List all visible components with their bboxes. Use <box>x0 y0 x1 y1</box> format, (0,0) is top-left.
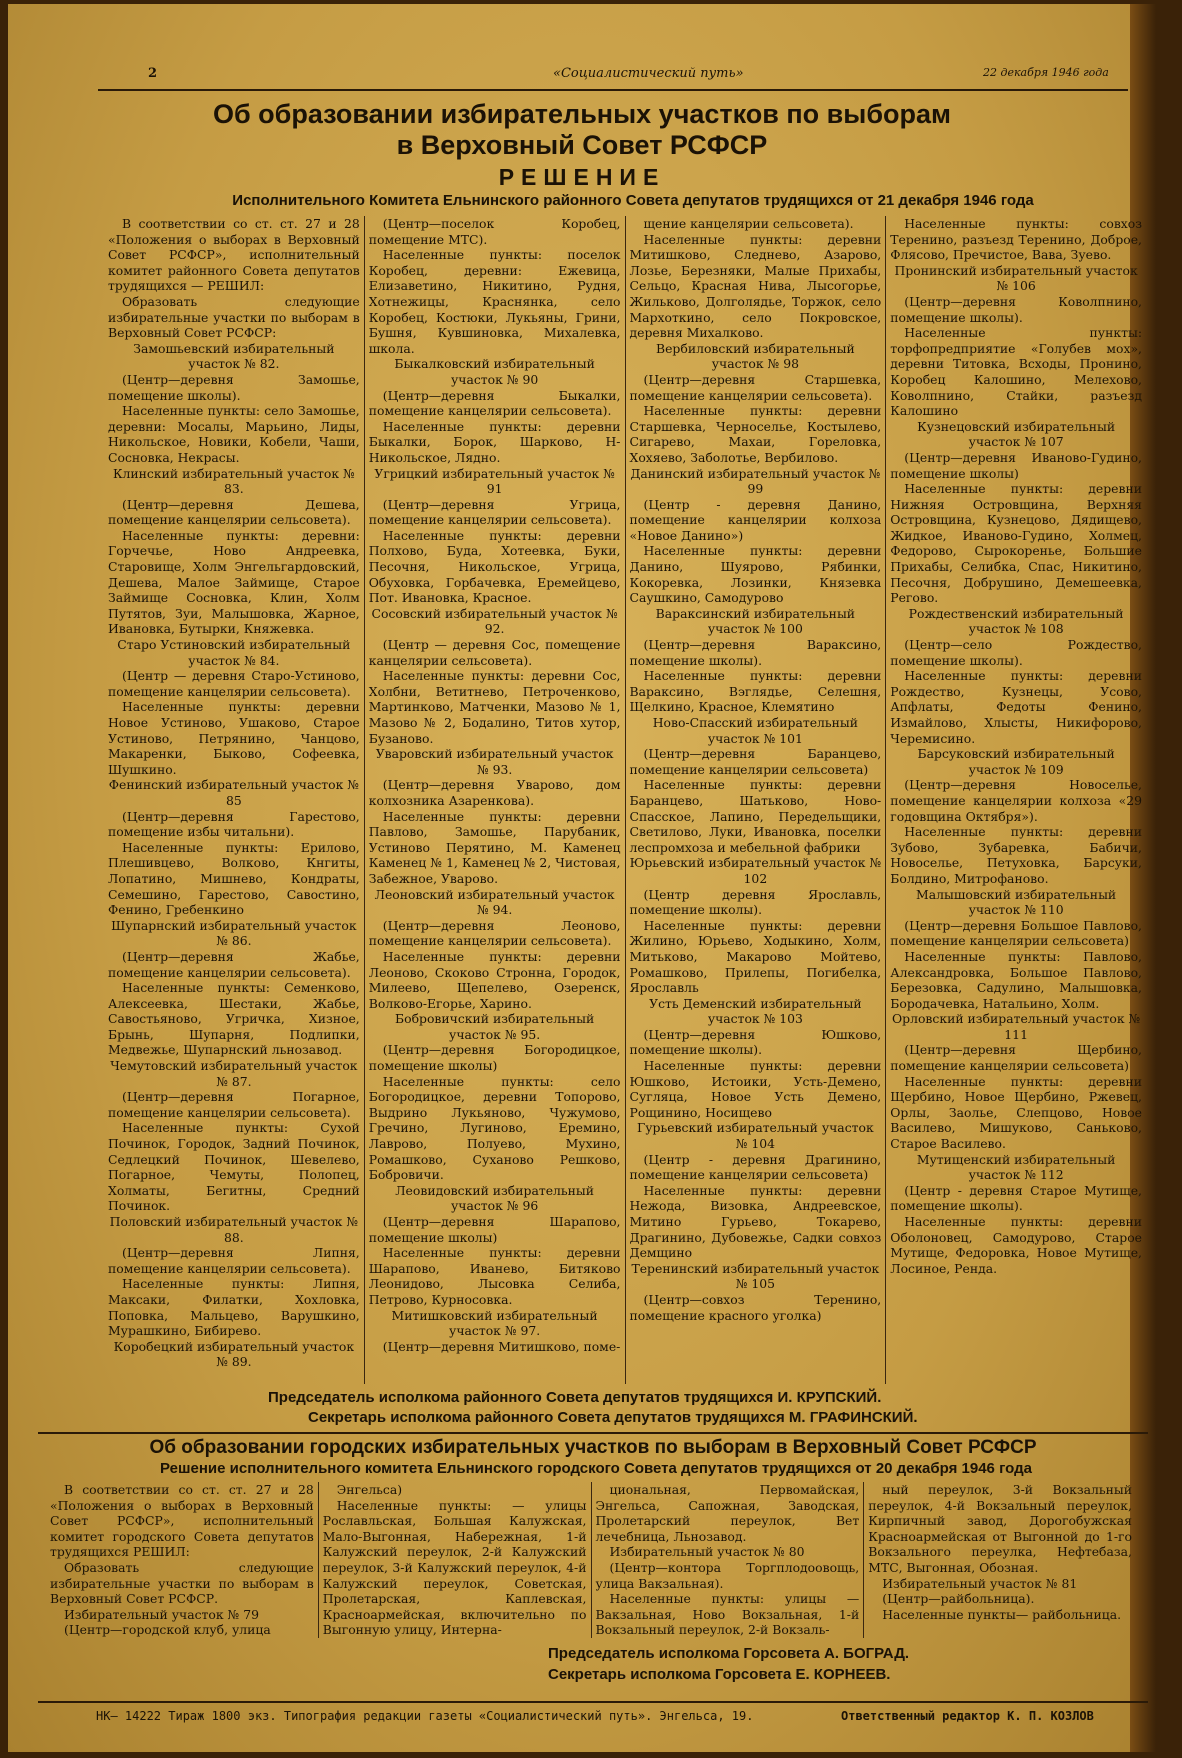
paragraph: (Центр—деревня Жабье, помещение канцелярии сельсовета). <box>108 948 360 980</box>
paragraph: Населенные пункты: деревни Рождество, Кузнецы, Усово, Апфлаты, Федоты Фенино, Измайлово, Хлысты, Никифорово, Черемисино. <box>890 668 1142 746</box>
precinct-heading: Бобровичский избирательный участок № 95. <box>395 1011 595 1042</box>
paragraph: Избирательный участок № 79 <box>64 1606 259 1622</box>
article1-column <box>885 216 1146 1384</box>
precinct-heading: Орловский избирательный участок № 111 <box>892 1011 1141 1042</box>
paragraph: Населенные пункты: село Богородицкое, деревни Топорово, Выдрино Лукьяново, Чужумово, Гречино, Лугиново, Еремино, Лаврово, Полуево, Мухино, Ромашково, Суханово Решково, Бобровичи. <box>368 1073 621 1183</box>
paragraph: Населенные пункты: деревни Старшевка, Черноселье, Костылево, Сигарево, Махаи, Гореловка, Хохяево, Заболотье, Вербилово. <box>629 403 882 465</box>
precinct-heading: Шупарнский избирательный участок № 86. <box>111 917 357 949</box>
paragraph: Населенные пункты: деревни Леоново, Скоково Стронна, Городок, Милеево, Щепелево, Озеренск, Волково-Егорье, Харино. <box>368 948 621 1011</box>
paragraph: (Центр—деревня Баранцево, помещение канцелярии сельсовета) <box>629 746 882 777</box>
newspaper-page <box>8 4 1156 1752</box>
precinct-heading: Малышовский избирательный участок № 110 <box>916 886 1117 918</box>
paragraph: (Центр—деревня Богородицкое, помещение школы) <box>368 1042 621 1074</box>
paragraph: (Центр—деревня Быкалки, помещение канцелярии сельсовета). <box>368 387 621 419</box>
issue-date: 22 декабря 1946 года <box>983 66 1109 79</box>
paragraph: Избирательный участок № 80 <box>609 1544 805 1560</box>
article1-title <box>8 99 1156 161</box>
imprint: НК— 14222 Тираж 1800 экз. Типография редакции газеты «Социалистический путь». Энгельса, 19. <box>96 1709 754 1723</box>
paragraph: Населенные пункты: деревни Вараксино, Вэглядье, Селешня, Щелкино, Красное, Клемятино <box>629 668 882 715</box>
precinct-heading: Данинский избирательный участок № 99 <box>630 465 881 497</box>
precinct-heading: Замошьевский избирательный участок № 82. <box>133 340 335 372</box>
paragraph: (Центр — деревня Старо-Устиново, помещение канцелярии сельсовета). <box>108 668 360 699</box>
article2-column <box>318 1482 591 1638</box>
precinct-heading: Леовидовский избирательный участок № 96 <box>395 1182 595 1214</box>
section-rule <box>38 1432 1148 1434</box>
district-secretary-signature: Секретарь исполкома районного Совета депутатов трудящихся М. ГРАФИНСКИЙ. <box>308 1409 918 1426</box>
paragraph: (Центр—деревня Новоселье, помещение канцелярии колхоза «29 годовщина Октября»). <box>890 777 1142 824</box>
paragraph: Населенные пункты: Семенково, Алексеевка, Шестаки, Жабье, Савостьяново, Угричка, Хизное, Брынь, Шупарня, Подлипки, Медвежье, Шупарнский льнозавод. <box>108 980 360 1058</box>
paragraph: (Центр—деревня Замошье, помещение школы). <box>108 371 360 403</box>
precinct-heading: Усть Деменский избирательный участок № 103 <box>649 995 862 1027</box>
precinct-heading: Вербиловский избирательный участок № 98 <box>655 340 855 372</box>
paragraph: Населенные пункты: деревни: Горчечье, Ново Андреевка, Старовище, Холм Энгельгардовский, Дешева, Малое Займище, Старое Займище Сосновка, Клин, Холм Путятов, Зуи, Малышовка, Жарное, Ивановка, Бутырки, Княжевка. <box>108 527 360 637</box>
precinct-heading: Вараксинский избирательный участок № 100 <box>655 605 856 637</box>
article1-column <box>104 216 364 1384</box>
paragraph: Населенные пункты: деревни Полхово, Буда, Хотеевка, Буки, Песочня, Никольское, Угрица, Обуховка, Горбачевка, Еремейцево, Пот. Ивановка, Красное. <box>368 527 621 606</box>
paragraph: Населенные пункты: село Замошье, деревни: Мосалы, Марьино, Лиды, Никольское, Новики, Кобели, Чаши, Сосновка, Некрасы. <box>108 403 360 465</box>
city-secretary-signature: Секретарь исполкома Горсовета Е. КОРНЕЕВ. <box>548 1666 891 1683</box>
paragraph: Населенные пункты: деревни Быкалки, Борок, Шарково, Н-Никольское, Лядно. <box>368 418 621 465</box>
precinct-heading: Чемутовский избирательный участок № 87. <box>110 1058 358 1089</box>
paragraph: (Центр—совхоз Теренино, помещение красного уголка) <box>629 1291 882 1323</box>
paragraph: Населенные пункты: деревни Щербино, Новое Щербино, Ржевец, Орлы, Заолье, Слепцово, Новое Василево, Мишуково, Саньково, Старое Василево. <box>890 1073 1142 1152</box>
paragraph: (Центр—деревня Погарное, помещение канцелярии сельсовета). <box>108 1089 360 1120</box>
article1-title-line1: Об образовании избирательных участков по выборам <box>212 99 951 129</box>
paragraph: (Центр—контора Торгплодоовощь, улица Вакзальная). <box>595 1559 860 1591</box>
page-header <box>8 66 1156 88</box>
decision-heading: РЕШЕНИЕ <box>498 164 666 190</box>
article2-column <box>863 1482 1136 1638</box>
paragraph: (Центр—деревня Коволпнино, помещение школы). <box>890 293 1142 325</box>
precinct-heading: Клинский избирательный участок № 83. <box>112 465 355 497</box>
paragraph: (Центр - деревня Драгинино, помещение канцелярии сельсовета) <box>629 1151 882 1183</box>
footer-rule <box>38 1701 1148 1703</box>
paragraph: Населенные пункты: торфопредприятие «Голубев мох», деревни Титовка, Всходы, Пронино, Коробец Калошино, Мелехово, Коволпнино, Стайки, разъезд Калошино <box>890 325 1142 419</box>
precinct-heading: Коробецкий избирательный участок № 89. <box>113 1338 355 1370</box>
paragraph: Избирательный участок № 81 <box>882 1575 1078 1591</box>
precinct-heading: Гурьевский избирательный участок № 104 <box>637 1120 874 1152</box>
precinct-heading: Угрицкий избирательный участок № 91 <box>374 465 615 497</box>
paragraph: (Центр—деревня Дешева, помещение канцелярии сельсовета). <box>108 496 360 528</box>
paragraph: Населенные пункты: Павлово, Александровка, Большое Павлово, Березовка, Садулино, Малышовка, Бородачевка, Натальино, Холм. <box>890 948 1142 1011</box>
paragraph: Населенные пункты: деревни Нежода, Визовка, Андреевское, Митино Гурьево, Токарево, Драгинино, Дубовежье, Садки совхоз Демщино <box>629 1182 882 1261</box>
paragraph: щение канцелярии сельсовета). <box>643 216 854 231</box>
paragraph: Населенные пункты: деревни Нижняя Островщина, Верхняя Островщина, Кузнецово, Дядищево, Жидкое, Иваново-Гудино, Холмец, Федорово, Сырокоренье, Большие Прихабы, Селибка, Спас, Никитино, Песочня, Добрушино, Демешеевка, Регово. <box>890 481 1142 606</box>
paragraph: (Центр—городской клуб, улица <box>64 1622 271 1638</box>
precinct-heading: Половский избирательный участок № 88. <box>109 1214 359 1245</box>
paragraph: (Центр—деревня Гарестово, помещение избы читальни). <box>108 808 360 840</box>
precinct-heading: Юрьевский избирательный участок № 102 <box>629 855 882 886</box>
article2-columns <box>46 1482 1136 1638</box>
paragraph: Образовать следующие избирательные участки по выборам в Верховный Совет РСФСР. <box>50 1559 314 1607</box>
paragraph: (Центр—деревня Шарапово, помещение школы) <box>368 1214 621 1245</box>
paragraph: Населенные пункты: деревни Сос, Холбни, Ветитнево, Петроченково, Мартинково, Матченки, Мазово № 1, Мазово № 2, Бодалино, Титов хутор, Бузаново. <box>368 668 621 746</box>
precinct-heading: Теренинский избирательный участок № 105 <box>631 1260 880 1292</box>
paragraph: (Центр - деревня Данино, помещение канцелярии колхоза «Новое Данино») <box>629 496 882 543</box>
paragraph: Населенные пункты: деревни Новое Устиново, Ушаково, Старое Устиново, Петрянино, Чанцово, Макаренки, Быково, Софеевка, Шушкино. <box>108 699 360 777</box>
paper-name: «Социалистический путь» <box>553 66 744 81</box>
paragraph: (Центр—деревня Угрица, помещение канцелярии сельсовета). <box>368 496 621 528</box>
district-chairman-signature: Председатель исполкома районного Совета депутатов трудящихся И. КРУПСКИЙ. <box>268 1389 882 1406</box>
paragraph: Населенные пункты— райбольница. <box>882 1606 1122 1622</box>
editor: Ответственный редактор К. П. КОЗЛОВ <box>841 1709 1094 1723</box>
paragraph: (Центр—поселок Коробец, помещение МТС). <box>368 216 621 247</box>
article1-subtitle: Исполнительного Комитета Ельнинского районного Совета депутатов трудящихся от 21 декабря 1946 года <box>232 192 1034 209</box>
precinct-heading: Быкалковский избирательный участок № 90 <box>394 356 595 387</box>
article1-title-line2: в Верховный Совет РСФСР <box>396 130 768 160</box>
paragraph: (Центр деревня Ярославль, помещение школы). <box>629 886 882 918</box>
paragraph: (Центр—деревня Большое Павлово, помещение канцелярии сельсовета) <box>890 917 1142 949</box>
paragraph: циональная, Первомайская, Энгельса, Сапожная, Заводская, Пролетарский переулок, Вет лечебница, Льнозавод. <box>595 1482 860 1544</box>
paragraph: Населенные пункты: деревни Жилино, Юрьево, Ходыкино, Холм, Митьково, Макарово Мойтево, Ромашково, Прилепы, Погибелка, Ярославль <box>629 917 882 996</box>
paragraph: Населенные пункты: — улицы Рославльская, Большая Калужская, Мало-Выгонная, Набережная, 1-й Калужский переулок, 2-й Калужский переулок, 3-й Калужский переулок, 4-й Калужский переулок, Советская, Пролетарская, Каплевская, Красноармейская, включительно по Выгонную улицу, Интерна- <box>322 1497 587 1638</box>
paragraph: (Центр—деревня Липня, помещение канцелярии сельсовета). <box>108 1245 360 1276</box>
article1-column <box>364 216 625 1384</box>
paragraph: Населенные пункты: деревни Баранцево, Шатьково, Ново-Спасское, Лапино, Передельщики, Светилово, Луки, Ивановка, поселки леспромхоза и мебельной фабрики <box>629 777 882 855</box>
precinct-heading: Мутищенский избирательный участок № 112 <box>916 1151 1116 1183</box>
paragraph: (Центр - деревня Старое Мутище, помещение школы). <box>890 1182 1142 1214</box>
paragraph: Населенные пункты: Сухой Починок, Городок, Задний Починок, Седлецкий Починок, Шевелево, Погарное, Чемуты, Полопец, Холматы, Бегитны, Средний Починок. <box>108 1120 360 1214</box>
paragraph: Населенные пункты: деревни Митишково, Следнево, Азарово, Лозье, Березняки, Малые Прихабы, Сельцо, Красная Нива, Лысогорье, Жильково, Долголядье, Торжок, село Мархоткино, село Покровское, деревня Михалково. <box>629 231 882 341</box>
paragraph: (Центр—село Рождество, помещение школы). <box>890 637 1142 668</box>
article1-columns <box>104 216 1146 1384</box>
paragraph: (Центр — деревня Сос, помещение канцелярии сельсовета). <box>368 637 621 668</box>
paragraph: (Центр—деревня Старшевка, помещение канцелярии сельсовета). <box>629 371 882 403</box>
paragraph: (Центр—деревня Леоново, помещение канцелярии сельсовета). <box>368 917 621 949</box>
paragraph: (Центр—деревня Уварово, дом колхозника Азаренкова). <box>368 777 621 808</box>
paragraph: Населенные пункты: деревни Юшково, Истоики, Усть-Демено, Сугляца, Новое Усть Демено, Рощинино, Носищево <box>629 1058 882 1120</box>
city-chairman-signature: Председатель исполкома Горсовета А. БОГРАД. <box>548 1645 910 1662</box>
paragraph: Образовать следующие избирательные участки по выборам в Верховный Совет РСФСР: <box>108 293 360 341</box>
precinct-heading: Пронинский избирательный участок № 106 <box>894 262 1138 294</box>
page-number: 2 <box>148 66 158 81</box>
paragraph: Населенные пункты: поселок Коробец, деревни: Ежевица, Елизаветино, Никитино, Рудня, Хотнежицы, Краснянка, село Коробец, Костюки, Лукьяны, Грини, Бушня, Кувшиновка, Михалевка, школа. <box>368 247 621 356</box>
paragraph: (Центр—деревня Вараксино, помещение школы). <box>629 637 882 668</box>
precinct-heading: Кузнецовский избирательный участок № 107 <box>917 418 1116 450</box>
paragraph: Населенные пункты: улицы — Вакзальная, Ново Вокзальная, 1-й Вокзальный переулок, 2-й Вокзаль- <box>595 1591 860 1638</box>
paragraph: В соответствии со ст. ст. 27 и 28 «Положения о выборах в Верховный Совет РСФСР», исполнительный комитет районного Совета депутатов трудящихся — РЕШИЛ: <box>108 216 360 294</box>
precinct-heading: Митишковский избирательный участок № 97. <box>391 1307 598 1339</box>
precinct-heading: Барсуковский избирательный участок № 109 <box>917 746 1115 777</box>
article2-title: Об образовании городских избирательных участков по выборам в Верховный Совет РСФСР <box>149 1437 1037 1458</box>
precinct-heading: Ново-Спасский избирательный участок № 101 <box>652 715 859 746</box>
paragraph: Населенные пункты: деревни Оболоновец, Самодурово, Старое Мутище, Федоровка, Новое Мутище, Лосиное, Ренда. <box>890 1214 1142 1276</box>
paragraph: Энгельса) <box>336 1482 403 1497</box>
paragraph: Населенные пункты: Липня, Максаки, Филатки, Хохловка, Поповка, Мальцево, Варушкино, Мурашкино, Бибирево. <box>108 1276 360 1339</box>
paragraph: Населенные пункты: деревни Данино, Шуярово, Рябинки, Кокоревка, Лозинки, Князевка Саушкино, Самодурово <box>629 543 882 606</box>
precinct-heading: Фенинский избирательный участок № 85 <box>108 777 359 808</box>
paragraph: (Центр—деревня Митишково, поме- <box>382 1338 621 1354</box>
paragraph: Населенные пункты: совхоз Теренино, разъезд Теренино, Доброе, Флясово, Пречистое, Вава, Зуево. <box>890 216 1142 263</box>
paragraph: (Центр—деревня Щербино, помещение канцелярии сельсовета) <box>890 1042 1142 1074</box>
precinct-heading: Сосовский избирательный участок № 92. <box>371 605 618 637</box>
header-rule <box>98 89 1128 91</box>
paragraph: Населенные пункты: деревни Шарапово, Иванево, Битяково Леонидово, Лысовка Селиба, Петрово, Курносовка. <box>368 1245 621 1307</box>
precinct-heading: Леоновский избирательный участок № 94. <box>374 886 615 918</box>
precinct-heading: Уваровский избирательный участок № 93. <box>375 746 614 777</box>
paragraph: (Центр—райбольница). <box>882 1591 1035 1607</box>
paragraph: ный переулок, 3-й Вокзальный переулок, 4-й Вокзальный переулок, Кирпичный завод, Дорогобужская Красноармейская от Выгонной до 1-го Вокзального переулка, Нефтебаза, МТС, Выгонная, Обозная. <box>868 1482 1132 1575</box>
precinct-heading: Рождественский избирательный участок № 108 <box>908 605 1124 637</box>
paragraph: Населенные пункты: деревни Зубово, Зубаревка, Бабичи, Новоселье, Петуховка, Барсуки, Болдино, Митрофаново. <box>890 824 1142 886</box>
precinct-heading: Старо Устиновский избирательный участок № 84. <box>117 637 351 668</box>
paragraph: (Центр—деревня Иваново-Гудино, помещение школы) <box>890 449 1142 481</box>
paragraph: (Центр—деревня Юшково, помещение школы). <box>629 1026 882 1058</box>
article2-subtitle: Решение исполнительного комитета Ельнинского городского Совета депутатов трудящихся от 20 декабря 1946 года <box>160 1460 1032 1477</box>
paragraph: Населенные пункты: Ерилово, Плешивцево, Волково, Кнгиты, Лопатино, Мишнево, Кондраты, Семешино, Гарестово, Савостино, Фенино, Гребенкино <box>108 839 360 918</box>
paragraph: Населенные пункты: деревни Павлово, Замошье, Парубаник, Устиново Перятино, М. Каменец Каменец № 1, Каменец № 2, Чистовая, Забежное, Уварово. <box>368 808 621 886</box>
paragraph: В соответствии со ст. ст. 27 и 28 «Положения о выборах в Верховный Совет РСФСР», исполнительный комитет городского Совета депутатов трудящихся РЕШИЛ: <box>50 1482 314 1560</box>
article2-column <box>591 1482 864 1638</box>
article2-column <box>46 1482 318 1638</box>
article1-column <box>625 216 886 1384</box>
